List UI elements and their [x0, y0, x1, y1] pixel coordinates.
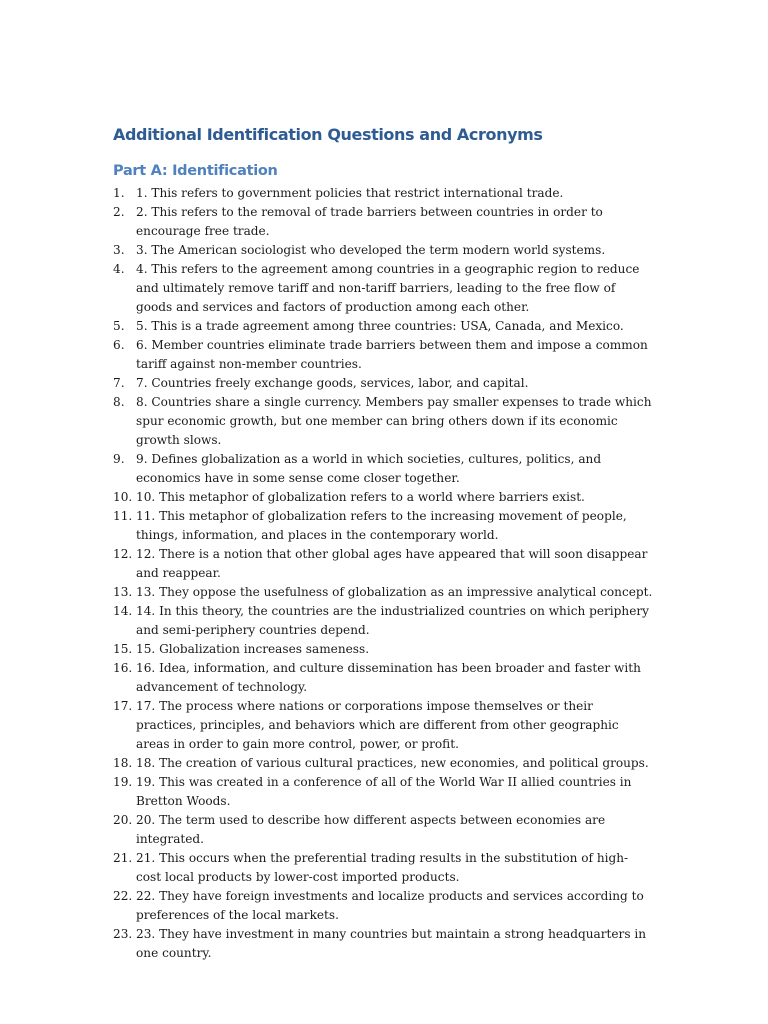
question-number: 19. — [113, 775, 133, 789]
question-number: 9. — [113, 452, 125, 466]
question-text: 11. This metaphor of globalization refers to the increasing movement of people, things, information, and places in the contemporary world. — [136, 509, 627, 542]
question-number: 11. — [113, 509, 133, 523]
question-text: 8. Countries share a single currency. Members pay smaller expenses to trade which spur economic growth, but one member can bring others down if its economic growth slows. — [136, 395, 652, 447]
question-number: 7. — [113, 376, 125, 390]
question-text: 17. The process where nations or corporations impose themselves or their practices, principles, and behaviors which are different from other geographic areas in order to gain more control, power, or profit. — [136, 699, 619, 751]
section-heading: Part A: Identification — [113, 163, 278, 179]
question-number: 15. — [113, 642, 133, 656]
question-item — [113, 241, 653, 260]
question-text: 3. The American sociologist who developed the term modern world systems. — [136, 243, 606, 257]
question-text: 16. Idea, information, and culture dissemination has been broader and faster with advancement of technology. — [136, 661, 641, 694]
question-number: 21. — [113, 851, 133, 865]
question-number: 13. — [113, 585, 133, 599]
question-number: 17. — [113, 699, 133, 713]
question-text: 18. The creation of various cultural practices, new economies, and political groups. — [136, 756, 649, 770]
question-text: 7. Countries freely exchange goods, services, labor, and capital. — [136, 376, 529, 390]
question-item — [113, 583, 653, 602]
question-item — [113, 260, 653, 317]
question-number: 12. — [113, 547, 133, 561]
question-item — [113, 393, 653, 450]
question-number: 10. — [113, 490, 133, 504]
question-text: 19. This was created in a conference of all of the World War II allied countries in Bretton Woods. — [136, 775, 632, 808]
question-item — [113, 849, 653, 887]
question-item — [113, 925, 653, 963]
question-number: 18. — [113, 756, 133, 770]
question-number: 2. — [113, 205, 125, 219]
question-text: 5. This is a trade agreement among three countries: USA, Canada, and Mexico. — [136, 319, 624, 333]
question-text: 10. This metaphor of globalization refers to a world where barriers exist. — [136, 490, 585, 504]
question-number: 8. — [113, 395, 125, 409]
document-title: Additional Identification Questions and Acronyms — [113, 125, 543, 144]
question-number: 3. — [113, 243, 125, 257]
question-text: 6. Member countries eliminate trade barriers between them and impose a common tariff against non-member countries. — [136, 338, 648, 371]
question-number: 14. — [113, 604, 133, 618]
question-item — [113, 450, 653, 488]
question-number: 6. — [113, 338, 125, 352]
question-text: 14. In this theory, the countries are the industrialized countries on which periphery and semi-periphery countries depend. — [136, 604, 649, 637]
question-item — [113, 374, 653, 393]
question-number: 22. — [113, 889, 133, 903]
question-item — [113, 336, 653, 374]
question-text: 23. They have investment in many countries but maintain a strong headquarters in one country. — [136, 927, 647, 960]
question-text: 13. They oppose the usefulness of globalization as an impressive analytical concept. — [136, 585, 653, 599]
question-item — [113, 659, 653, 697]
question-text: 20. The term used to describe how different aspects between economies are integrated. — [136, 813, 606, 846]
question-text: 21. This occurs when the preferential trading results in the substitution of high-cost local products by lower-cost imported products. — [136, 851, 629, 884]
question-text: 22. They have foreign investments and localize products and services according to preferences of the local markets. — [136, 889, 644, 922]
question-item — [113, 488, 653, 507]
question-item — [113, 640, 653, 659]
question-item — [113, 773, 653, 811]
question-text: 4. This refers to the agreement among countries in a geographic region to reduce and ultimately remove tariff and non-tariff barriers, leading to the free flow of goods and services and factors of production among each other. — [136, 262, 640, 314]
question-item — [113, 754, 653, 773]
question-number: 1. — [113, 186, 125, 200]
question-number: 4. — [113, 262, 125, 276]
question-item — [113, 697, 653, 754]
question-item — [113, 184, 653, 203]
question-item — [113, 317, 653, 336]
question-item — [113, 602, 653, 640]
document-page — [113, 124, 653, 963]
question-text: 9. Defines globalization as a world in which societies, cultures, politics, and economics have in some sense come closer together. — [136, 452, 602, 485]
question-text: 1. This refers to government policies that restrict international trade. — [136, 186, 564, 200]
question-number: 5. — [113, 319, 125, 333]
question-item — [113, 811, 653, 849]
question-number: 23. — [113, 927, 133, 941]
question-text: 12. There is a notion that other global ages have appeared that will soon disappear and reappear. — [136, 547, 648, 580]
question-list — [113, 184, 653, 963]
question-text: 2. This refers to the removal of trade barriers between countries in order to encourage free trade. — [136, 205, 603, 238]
question-number: 20. — [113, 813, 133, 827]
question-item — [113, 545, 653, 583]
question-item — [113, 203, 653, 241]
question-text: 15. Globalization increases sameness. — [136, 642, 370, 656]
question-number: 16. — [113, 661, 133, 675]
question-item — [113, 507, 653, 545]
question-item — [113, 887, 653, 925]
